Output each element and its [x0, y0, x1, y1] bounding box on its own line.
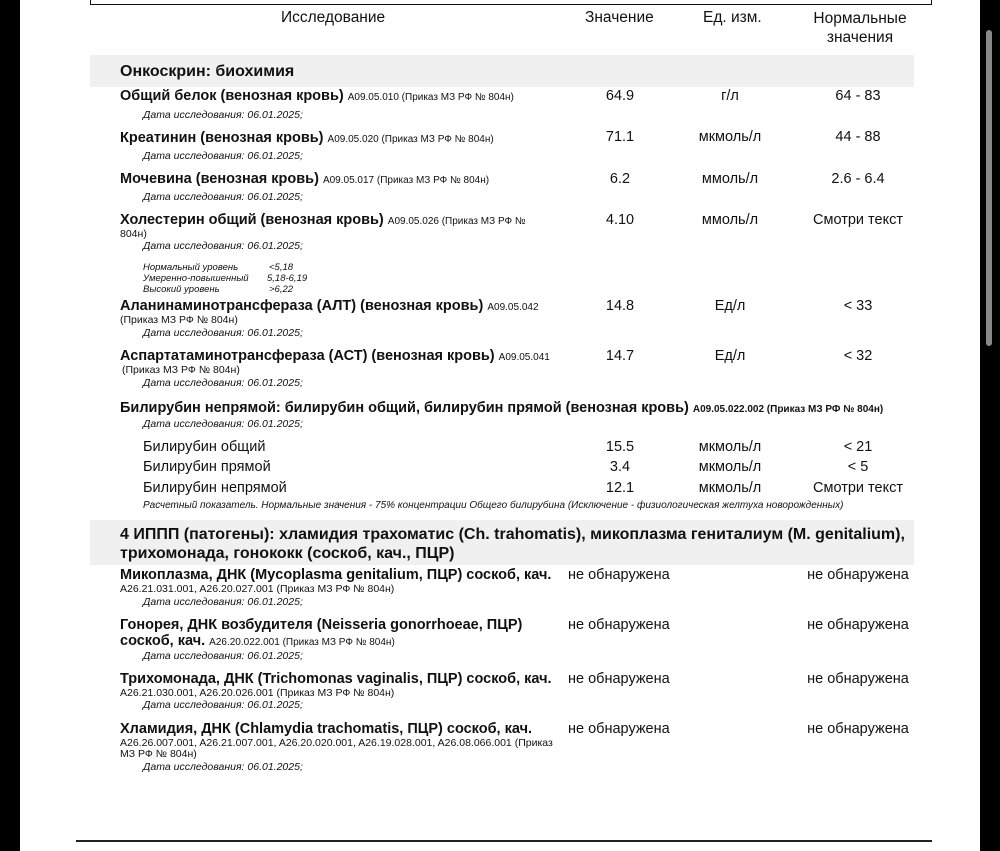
test-code: A26.21.031.001, A26.20.027.001 (Приказ МЗ РФ № 804н) [120, 583, 395, 595]
scrollbar-thumb[interactable] [986, 30, 992, 346]
test-date: Дата исследования: 06.01.2025; [143, 109, 303, 121]
test-code: A26.26.007.001, A26.21.007.001, A26.20.020.001, A26.19.028.001, A26.08.066.001 (Приказ [120, 737, 553, 749]
test-name: Трихомонада, ДНК (Trichomonas vaginalis, ПЦР) соскоб, кач. [120, 671, 552, 687]
header-normal-line1: Нормальные [813, 10, 907, 27]
bilirubin-note: Расчетный показатель. Нормальные значения - 75% концентрации Общего билирубина (Исключение - физиологическая желтуха новорожденных) [143, 500, 844, 511]
test-unit: мкмоль/л [698, 129, 762, 145]
test-unit: мкмоль/л [698, 480, 762, 496]
bottom-rule [76, 840, 932, 842]
section-title: Онкоскрин: биохимия [120, 63, 295, 80]
test-norm: Смотри текст [813, 212, 903, 228]
test-code: A26.20.022.001 (Приказ МЗ РФ № 804н) [209, 637, 395, 648]
test-value: 6.2 [609, 171, 631, 187]
test-value: 15.5 [605, 439, 635, 455]
ref-range: 5,18-6,19 [267, 273, 308, 284]
test-date: Дата исследования: 06.01.2025; [143, 761, 303, 773]
test-code-cont: (Приказ МЗ РФ № 804н) [120, 314, 238, 326]
test-name: Аланинаминотрансфераза (АЛТ) (венозная кровь) A09.05.042 [120, 298, 539, 314]
ref-range: <5,18 [269, 262, 294, 273]
test-unit: Ед/л [714, 348, 746, 364]
test-code: A26.21.030.001, A26.20.026.001 (Приказ МЗ РФ № 804н) [120, 687, 395, 699]
test-norm: не обнаружена [807, 617, 909, 633]
test-name: Хламидия, ДНК (Chlamydia trachomatis, ПЦР) соскоб, кач. [120, 721, 533, 737]
test-value: не обнаружена [568, 567, 670, 583]
test-norm: 2.6 - 6.4 [831, 171, 885, 187]
test-date: Дата исследования: 06.01.2025; [143, 699, 303, 711]
test-code: A09.05.042 [487, 302, 539, 313]
test-code: A09.05.010 (Приказ МЗ РФ № 804н) [347, 92, 514, 103]
test-date: Дата исследования: 06.01.2025; [143, 650, 303, 662]
test-norm: < 5 [847, 459, 869, 475]
test-value: 14.7 [605, 348, 635, 364]
table-frame [90, 0, 932, 5]
test-norm: 44 - 88 [835, 129, 881, 145]
test-name: Общий белок (венозная кровь) A09.05.010 (Приказ МЗ РФ № 804н) [120, 88, 514, 104]
ref-label: Умеренно-повышенный [143, 273, 249, 284]
test-value: 71.1 [605, 129, 635, 145]
test-value: 3.4 [609, 459, 631, 475]
test-unit: г/л [721, 88, 739, 104]
test-code-cont: 804н) [120, 228, 147, 240]
test-unit: Ед/л [714, 298, 746, 314]
test-norm: не обнаружена [807, 721, 909, 737]
test-code: A09.05.020 (Приказ МЗ РФ № 804н) [327, 134, 494, 145]
test-unit: ммоль/л [701, 171, 759, 187]
test-name: Холестерин общий (венозная кровь) A09.05.026 (Приказ МЗ РФ № [120, 212, 526, 228]
subtest-name: Билирубин непрямой [143, 480, 287, 496]
ref-label: Нормальный уровень [143, 262, 239, 273]
test-code-cont: (Приказ МЗ РФ № 804н) [122, 364, 240, 376]
section-title [120, 525, 905, 563]
test-date: Дата исследования: 06.01.2025; [143, 596, 303, 608]
test-name: Гонорея, ДНК возбудителя (Neisseria gonorrhoeae, ПЦР) [120, 617, 523, 633]
test-date: Дата исследования: 06.01.2025; [143, 150, 303, 162]
test-value: 14.8 [605, 298, 635, 314]
test-norm: Смотри текст [813, 480, 903, 496]
test-unit: ммоль/л [701, 212, 759, 228]
test-unit: мкмоль/л [698, 439, 762, 455]
test-norm: не обнаружена [807, 567, 909, 583]
test-value: не обнаружена [568, 617, 670, 633]
test-value: 12.1 [605, 480, 635, 496]
test-date: Дата исследования: 06.01.2025; [143, 240, 303, 252]
test-value: не обнаружена [568, 671, 670, 687]
test-value: не обнаружена [568, 721, 670, 737]
test-norm: < 32 [843, 348, 873, 364]
section-title-line2: трихомонада, гонококк (соскоб, кач., ПЦР) [120, 545, 455, 562]
test-code-cont: МЗ РФ № 804н) [120, 748, 197, 760]
test-name: Мочевина (венозная кровь) A09.05.017 (Приказ МЗ РФ № 804н) [120, 171, 490, 187]
ref-label: Высокий уровень [143, 284, 220, 295]
test-name: Микоплазма, ДНК (Mycoplasma genitalium, ПЦР) соскоб, кач. [120, 567, 552, 583]
test-date: Дата исследования: 06.01.2025; [143, 418, 303, 430]
ref-range: >6,22 [269, 284, 294, 295]
test-unit: мкмоль/л [698, 459, 762, 475]
test-code: A09.05.022.002 (Приказ МЗ РФ № 804н) [692, 404, 884, 415]
test-name: Креатинин (венозная кровь) A09.05.020 (Приказ МЗ РФ № 804н) [120, 130, 494, 146]
test-norm: < 33 [843, 298, 873, 314]
subtest-name: Билирубин прямой [143, 459, 271, 475]
header-normal-line2: значения [826, 29, 894, 46]
header-normal [795, 9, 925, 47]
header-value: Значение [585, 9, 654, 26]
header-units: Ед. изм. [703, 9, 762, 26]
section-title-line1: 4 ИППП (патогены): хламидия трахоматис (Ch. trahomatis), микоплазма гениталиум (M. genitalium), [120, 526, 905, 543]
header-study: Исследование [281, 9, 386, 26]
test-date: Дата исследования: 06.01.2025; [143, 377, 303, 389]
test-code: A09.05.041 [498, 352, 550, 363]
test-norm: не обнаружена [807, 671, 909, 687]
test-value: 4.10 [605, 212, 635, 228]
test-date: Дата исследования: 06.01.2025; [143, 327, 303, 339]
test-code: A09.05.017 (Приказ МЗ РФ № 804н) [322, 175, 490, 186]
test-name: Билирубин непрямой: билирубин общий, билирубин прямой (венозная кровь) A09.05.022.002 (Приказ МЗ РФ № 804н) [120, 400, 884, 416]
test-value: 64.9 [605, 88, 635, 104]
test-name: соскоб, кач. A26.20.022.001 (Приказ МЗ РФ № 804н) [120, 633, 395, 649]
test-code: A09.05.026 (Приказ МЗ РФ № [387, 216, 526, 227]
test-name: Аспартатаминотрансфераза (АСТ) (венозная кровь) A09.05.041 [120, 348, 550, 364]
test-norm: 64 - 83 [835, 88, 881, 104]
test-date: Дата исследования: 06.01.2025; [143, 191, 303, 203]
test-norm: < 21 [843, 439, 873, 455]
subtest-name: Билирубин общий [143, 439, 266, 455]
